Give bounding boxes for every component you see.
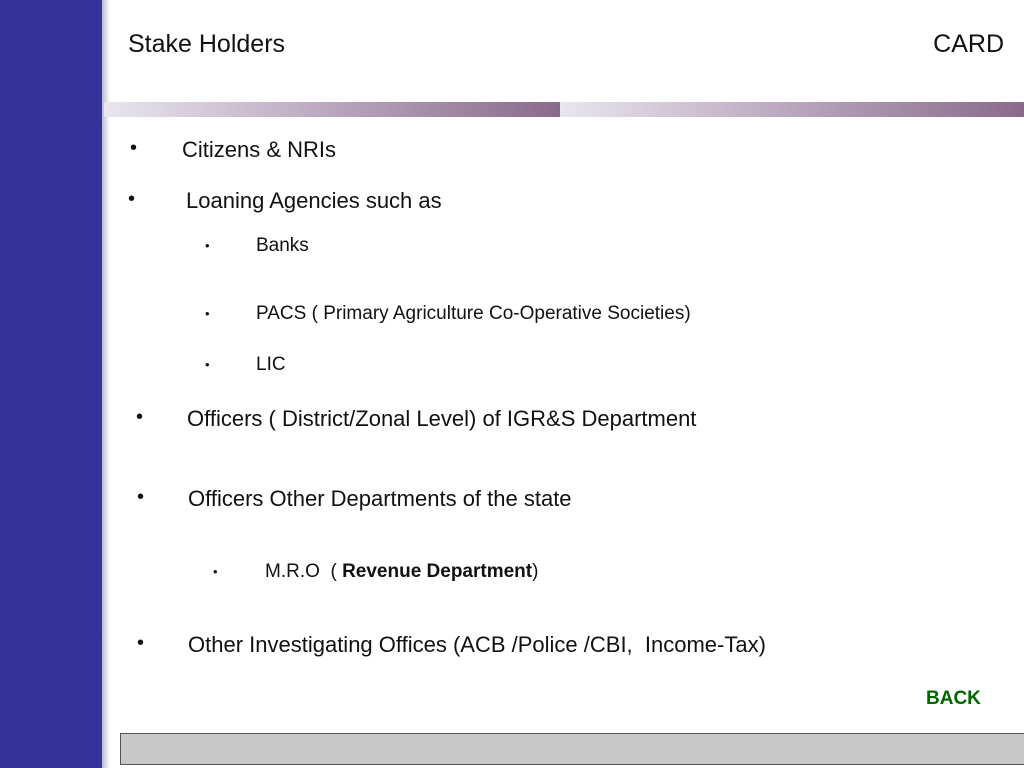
slide-title-right: CARD — [933, 30, 1004, 58]
bullet-icon: • — [137, 632, 145, 654]
sub-bullet-item-banks — [205, 235, 309, 257]
bullet-icon: • — [205, 238, 210, 253]
bullet-icon: • — [205, 357, 210, 372]
bullet-item-investigating-offices — [137, 632, 766, 658]
bullet-icon: • — [137, 486, 145, 508]
back-link[interactable]: BACK — [926, 688, 981, 709]
sub-bullet-item-mro — [213, 561, 538, 583]
bullet-item-officers-other-departments — [137, 486, 572, 512]
sub-bullet-item-pacs — [205, 303, 691, 325]
title-divider-left — [104, 102, 560, 117]
bullet-text: Other Investigating Offices (ACB /Police /CBI, Income-Tax) — [188, 632, 766, 657]
bullet-text: LIC — [256, 354, 286, 375]
footer-bar — [120, 733, 1024, 765]
title-divider-right — [560, 102, 1024, 117]
left-sidebar-band — [0, 0, 102, 768]
bullet-text: Banks — [256, 235, 309, 256]
bullet-text: Citizens & NRIs — [182, 137, 337, 162]
bullet-icon: • — [128, 188, 136, 210]
bullet-text: PACS ( Primary Agriculture Co-Operative Societies) — [256, 303, 691, 324]
bullet-icon: • — [130, 137, 138, 159]
bullet-icon: • — [136, 406, 144, 428]
bullet-item-loaning-agencies — [128, 188, 442, 214]
bullet-icon: • — [213, 564, 218, 579]
bullet-text-suffix: ) — [532, 561, 539, 582]
bullet-text: Officers ( District/Zonal Level) of IGR&S Department — [187, 406, 697, 431]
bullet-item-citizens — [130, 137, 336, 163]
bullet-item-officers-igrs — [136, 406, 696, 432]
bullet-text-prefix: M.R.O ( — [265, 561, 343, 582]
bullet-text: Officers Other Departments of the state — [188, 486, 572, 511]
bullet-text: Loaning Agencies such as — [186, 188, 442, 213]
sub-bullet-item-lic — [205, 354, 286, 376]
bullet-icon: • — [205, 306, 210, 321]
slide-title: Stake Holders — [128, 30, 286, 58]
bullet-text-bold: Revenue Department — [342, 561, 533, 582]
